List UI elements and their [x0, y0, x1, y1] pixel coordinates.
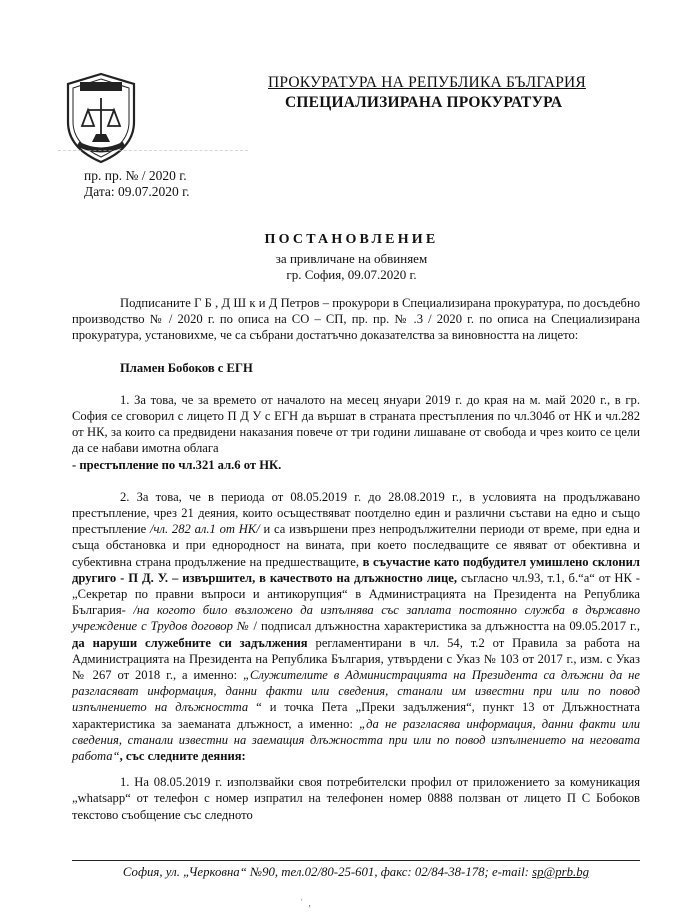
charge-two-rules-quote: „Служителите в Администрацията на Президента са длъжни да не разгласяват информация, данни факти или сведения, станали им известни при или по повод изпълнението на длъжността	[72, 668, 640, 715]
charge-two-paragraph	[72, 489, 640, 764]
footer-address	[72, 865, 640, 880]
charge-two-text-c: съгласно чл.93, т.1, б.“а“ от НК - „Секретар по правни въпроси и антикорупция“ в Администрацията на Президента на Република България-	[72, 570, 640, 618]
charge-two-ref: /чл. 282 ал.1 от НК/	[150, 522, 260, 537]
charge-two-text-b: и са извършени през непродължителни периоди от време, при една и съща обстановка и при еднородност на вината, при което последващите се явяват от обективна и субективна страна продължение на предшестващите,	[72, 522, 640, 569]
document-body	[72, 295, 640, 823]
charge-two-text-d: / подписал длъжностна характеристика за длъжността на 09.05.2017 г.,	[249, 619, 640, 634]
scan-mark: ˈ ,	[300, 898, 311, 909]
intro-paragraph: Подписаните Г Б , Д Ш к и Д Петров – прокурори в Специализирана прокуратура, по досъдебно производство № / 2020 г. по описа на СО – СП, пр. пр. № .3 / 2020 г. по описа на Специализирана прокуратура, установихме, че са събрани достатъчно доказателства за виновността на лицето:	[72, 296, 640, 343]
charge-two-acts: , със следните деяния:	[119, 749, 246, 764]
charge-one-text: 1. За това, че за времето от началото на месец януари 2019 г. до края на м. май 2020 г., в гр. София се сговорил с лицето П Д У с ЕГН да вършат в страната престъпления по чл.304б от НК и чл.282 от НК, за които са предвидени наказания повече от три години лишаване от свобода и чрез които се цели да се набави имотна облага	[72, 392, 640, 456]
department-name: СПЕЦИАЛИЗИРАНА ПРОКУРАТУРА	[285, 94, 563, 111]
document-place-date: гр. София, 09.07.2020 г.	[286, 267, 417, 282]
charge-two-contract: /на когото било възложено да изпълнява със заплата постоянно служба в държавно учреждение с Трудов договор №	[72, 603, 640, 634]
file-date: Дата: 09.07.2020 г.	[84, 184, 190, 199]
charge-two-duty: да наруши служебните си задължения	[72, 635, 308, 650]
footer-email-link[interactable]: sp@prb.bg	[532, 865, 590, 879]
accused-person: Пламен Бобоков с ЕГН	[120, 360, 253, 375]
charge-two-text-e: регламентирани в чл. 54, т.2 от Правила за работа на Администрацията на Президента на Република България, утвърдени с Указ № 103 от 2017 г., изм. с Указ № 267 от 2018 г., а именно:	[72, 635, 640, 683]
charge-two-duties-quote: „да не разгласява информация, данни факти или сведения, станали известни на заемащия длъжността при или по повод изпълнението на неговата работа“	[72, 716, 640, 764]
footer-divider	[72, 860, 640, 861]
document-subtitle: за привличане на обвиняем	[275, 251, 428, 266]
document-title: ПОСТАНОВЛЕНИЕ	[264, 232, 439, 247]
charge-two-instigator: в съучастие като подбудител умишлено склонил другиго - П Д. У. – извършител, в качеството на длъжностно лице,	[72, 554, 640, 585]
charge-one-crime: - престъпление по чл.321 ал.6 от НК.	[72, 457, 282, 472]
act-one-paragraph: 1. На 08.05.2019 г. използвайки своя потребителски профил от приложението за комуникация „whatsapp“ от телефон с номер изпратил на телефонен номер 0888 ползван от лицето П С Бобоков текстово съобщение със следното	[72, 775, 640, 822]
file-number: пр. пр. № / 2020 г.	[84, 168, 187, 183]
charge-two-text-f: “ и точка Пета „Преки задължения“, пункт 13 от Длъжностната характеристика за заеманата длъжност, а именно:	[72, 700, 640, 731]
charge-one-paragraph	[72, 392, 640, 457]
footer-contact: София, ул. „Черковна“ №90, тел.02/80-25-601, факс: 02/84-38-178; e-mail:	[122, 865, 533, 879]
organization-name: ПРОКУРАТУРА НА РЕПУБЛИКА БЪЛГАРИЯ	[268, 74, 586, 91]
charge-two-text-a: 2. За това, че в периода от 08.05.2019 г. до 28.08.2019 г., в условията на продължавано престъпление, чрез 21 деяния, които осъществяват поотделно един и различни състави на едно и също престъпление	[72, 489, 640, 537]
